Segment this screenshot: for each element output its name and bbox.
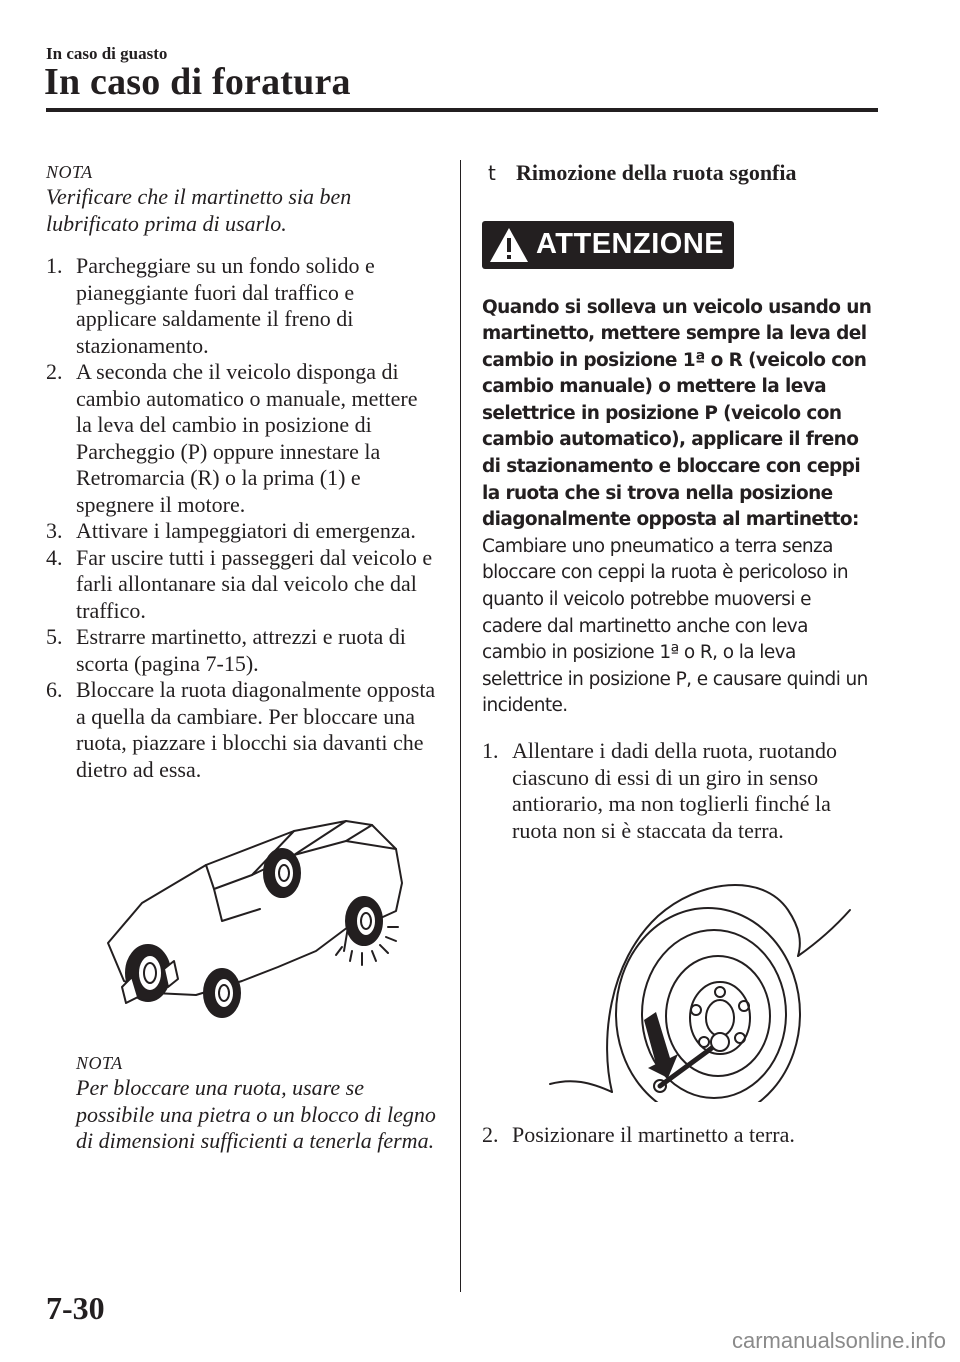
step-number: 6. <box>46 677 63 702</box>
step-text: Posizionare il martinetto a terra. <box>512 1122 795 1147</box>
steps-list <box>482 738 874 844</box>
chocked-vehicle-illustration <box>46 791 438 1031</box>
section-title: Rimozione della ruota sgonfia <box>516 160 797 185</box>
section-marker-icon: t <box>488 161 496 185</box>
step-text: Bloccare la ruota diagonalmente opposta a quella da cambiare. Per bloccare una ruota, piazzare i blocchi sia davanti che dietro ad essa. <box>76 677 436 782</box>
step-number: 2. <box>46 359 63 384</box>
left-column <box>46 160 438 1155</box>
list-item <box>482 738 874 844</box>
step-number: 4. <box>46 544 63 570</box>
list-item <box>46 359 438 518</box>
warning-body <box>482 295 874 721</box>
page-number: 7-30 <box>46 1290 105 1326</box>
note-text: Per bloccare una ruota, usare se possibile una pietra o un blocco di legno di dimensioni sufficienti a tenerla ferma. <box>76 1075 436 1153</box>
note-label: NOTA <box>46 162 93 182</box>
step-text: A seconda che il veicolo disponga di cambio automatico o manuale, mettere la leva del cambio in posizione di Parcheggio (P) oppure innestare la Retromarcia (R) o la prima (1) e spegnere il motore. <box>76 359 418 517</box>
list-item <box>46 624 438 677</box>
step-number: 1. <box>46 253 63 278</box>
step-text: Parcheggiare su un fondo solido e pianeggiante fuori dal traffico e applicare saldamente il freno di stazionamento. <box>76 253 375 358</box>
note-block <box>46 1051 438 1155</box>
step-number: 2. <box>482 1122 499 1147</box>
warning-text: Cambiare uno pneumatico a terra senza bloccare con ceppi la ruota è pericoloso in quanto il veicolo potrebbe muoversi e cadere dal martinetto anche con leva cambio in posizione 1ª o R, o la leva selettrice in posizione P, e causare quindi un incidente. <box>482 535 868 717</box>
steps-list <box>46 253 438 783</box>
list-item <box>46 545 438 625</box>
note-label: NOTA <box>76 1053 123 1073</box>
right-column <box>482 160 874 1149</box>
steps-list <box>482 1122 874 1149</box>
chapter-label: In caso di guasto <box>46 44 168 63</box>
site-watermark: carmanualsonline.info <box>731 1328 946 1353</box>
warning-bold-text: Quando si solleva un veicolo usando un martinetto, mettere sempre la leva del cambio in posizione 1ª o R (veicolo con cambio manuale) o mettere la leva selettrice in posizione P (veicolo con cambio automatico), applicare il freno di stazionamento e bloccare con ceppi la ruota che si trova nella posizione diagonalmente opposta al martinetto: <box>482 296 872 531</box>
list-item <box>46 518 438 545</box>
warning-triangle-icon <box>488 226 530 264</box>
step-text: Estrarre martinetto, attrezzi e ruota di scorta (pagina 7-15). <box>76 624 406 676</box>
step-text: Far uscire tutti i passeggeri dal veicolo e farli allontanare sia dal veicolo che dal traffico. <box>76 544 433 623</box>
warning-label: ATTENZIONE <box>536 228 725 261</box>
list-item <box>482 1122 874 1149</box>
step-number: 5. <box>46 624 63 649</box>
header-divider <box>46 108 878 112</box>
step-number: 1. <box>482 738 499 763</box>
step-text: Attivare i lampeggiatori di emergenza. <box>76 518 416 543</box>
list-item <box>46 677 438 783</box>
page-title: In caso di foratura <box>44 61 351 103</box>
section-heading <box>482 160 874 187</box>
wheel-nut-wrench-illustration <box>482 872 874 1102</box>
step-number: 3. <box>46 518 63 543</box>
list-item <box>46 253 438 359</box>
column-divider <box>460 160 461 1292</box>
note-text: Verificare che il martinetto sia ben lubrificato prima di usarlo. <box>46 184 352 236</box>
warning-banner <box>482 221 734 269</box>
step-text: Allentare i dadi della ruota, ruotando ciascuno di essi di un giro in senso antiorario, ma non toglierli finché la ruota non si è staccata da terra. <box>512 738 837 843</box>
